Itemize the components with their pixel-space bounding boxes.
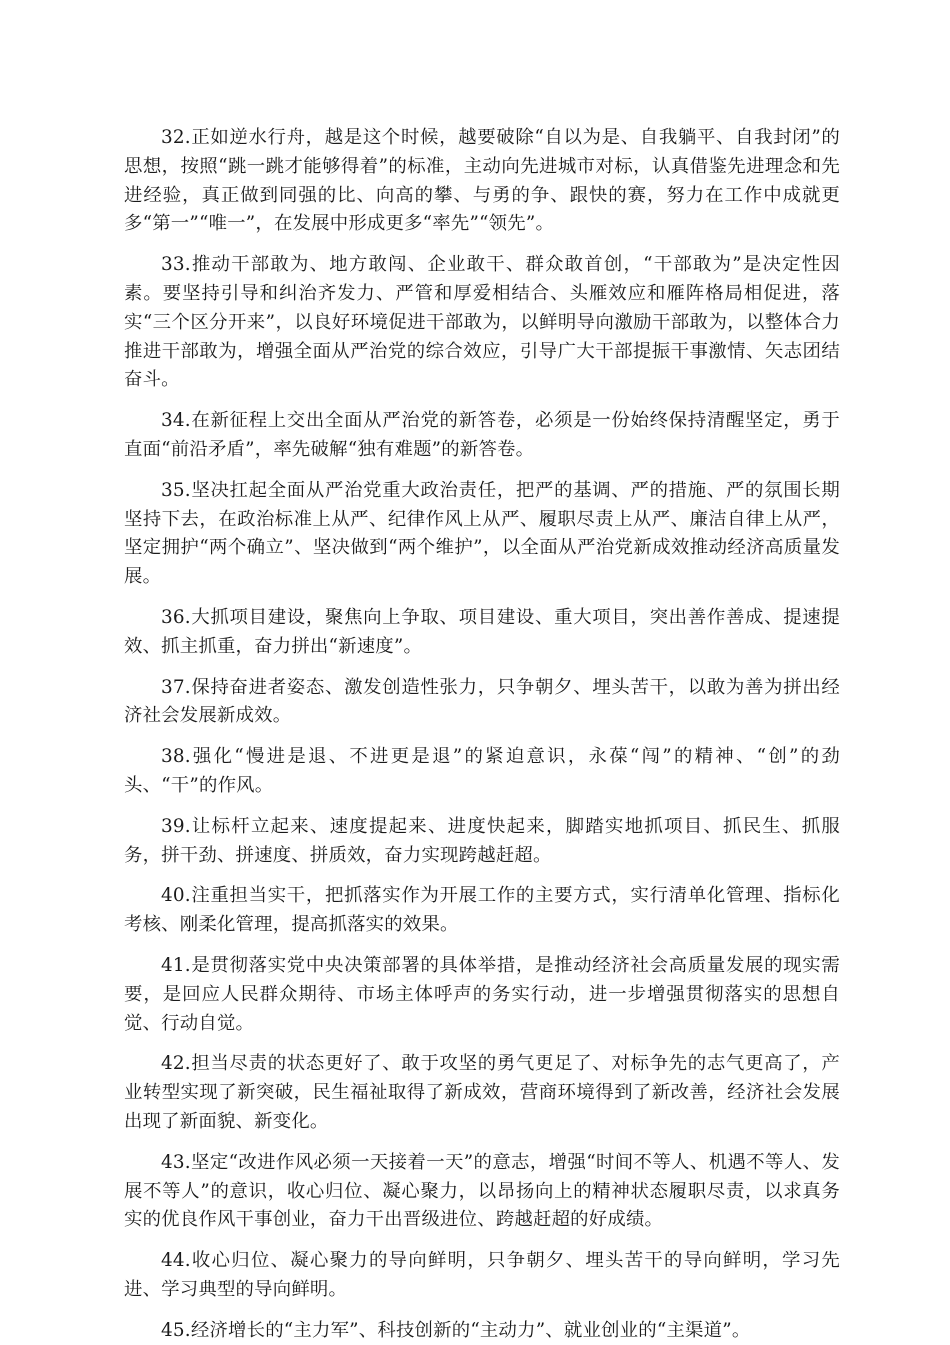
paragraph-34: 34.在新征程上交出全面从严治党的新答卷，必须是一份始终保持清醒坚定，勇于直面“前沿矛盾”，率先破解“独有难题”的新答卷。 [124,410,840,460]
paragraph-39: 39.让标杆立起来、速度提起来、进度快起来，脚踏实地抓项目、抓民生、抓服务，拼干劲、拼速度、拼质效，奋力实现跨越赶超。 [124,815,840,866]
paragraph-42: 42.担当尽责的状态更好了、敢于攻坚的勇气更足了、对标争先的志气更高了，产业转型实现了新突破，民生福祉取得了新成效，营商环境得到了新改善，经济社会发展出现了新面貌、新变化。 [124,1053,840,1132]
paragraph-36: 36.大抓项目建设，聚焦向上争取、项目建设、重大项目，突出善作善成、提速提效、抓主抓重，奋力拼出“新速度”。 [124,606,840,657]
paragraph-35: 35.坚决扛起全面从严治党重大政治责任，把严的基调、严的措施、严的氛围长期坚持下去，在政治标准上从严、纪律作风上从严、履职尽责上从严、廉洁自律上从严，坚定拥护“两个确立”、坚决做到“两个维护”，以全面从严治党新成效推动经济高质量发展。 [124,479,840,588]
paragraph-40: 40.注重担当实干，把抓落实作为开展工作的主要方式，实行清单化管理、指标化考核、刚柔化管理，提高抓落实的效果。 [124,885,840,936]
paragraph-33: 33.推动干部敢为、地方敢闯、企业敢干、群众敢首创，“干部敢为”是决定性因素。要坚持引导和纠治齐发力、严管和厚爱相结合、头雁效应和雁阵格局相促进，落实“三个区分开来”，以良好环境促进干部敢为，以鲜明导向激励干部敢为，以整体合力推进干部敢为，增强全面从严治党的综合效应，引导广大干部提振干事激情、矢志团结奋斗。 [124,254,840,391]
paragraph-41: 41.是贯彻落实党中央决策部署的具体举措，是推动经济社会高质量发展的现实需要，是回应人民群众期待、市场主体呼声的务实行动，进一步增强贯彻落实的思想自觉、行动自觉。 [124,954,840,1034]
paragraph-38: 38.强化“慢进是退、不进更是退”的紧迫意识，永葆“闯”的精神、“创”的劲头、“干”的作风。 [124,746,840,796]
paragraph-44: 44.收心归位、凝心聚力的导向鲜明，只争朝夕、埋头苦干的导向鲜明，学习先进、学习典型的导向鲜明。 [124,1250,840,1300]
paragraph-32: 32.正如逆水行舟，越是这个时候，越要破除“自以为是、自我躺平、自我封闭”的思想，按照“跳一跳才能够得着”的标准，主动向先进城市对标，认真借鉴先进理念和先进经验，真正做到同强的比、向高的攀、与勇的争、跟快的赛，努力在工作中成就更多“第一”“唯一”，在发展中形成更多“率先”“领先”。 [124,127,840,235]
paragraph-37: 37.保持奋进者姿态、激发创造性张力，只争朝夕、埋头苦干，以敢为善为拼出经济社会发展新成效。 [124,676,840,727]
paragraph-45: 45.经济增长的“主力军”、科技创新的“主动力”、就业创业的“主渠道”。 [161,1319,751,1341]
paragraph-43: 43.坚定“改进作风必须一天接着一天”的意志，增强“时间不等人、机遇不等人、发展不等人”的意识，收心归位、凝心聚力，以昂扬向上的精神状态履职尽责，以求真务实的优良作风干事创业，奋力干出晋级进位、跨越赶超的好成绩。 [124,1151,840,1231]
